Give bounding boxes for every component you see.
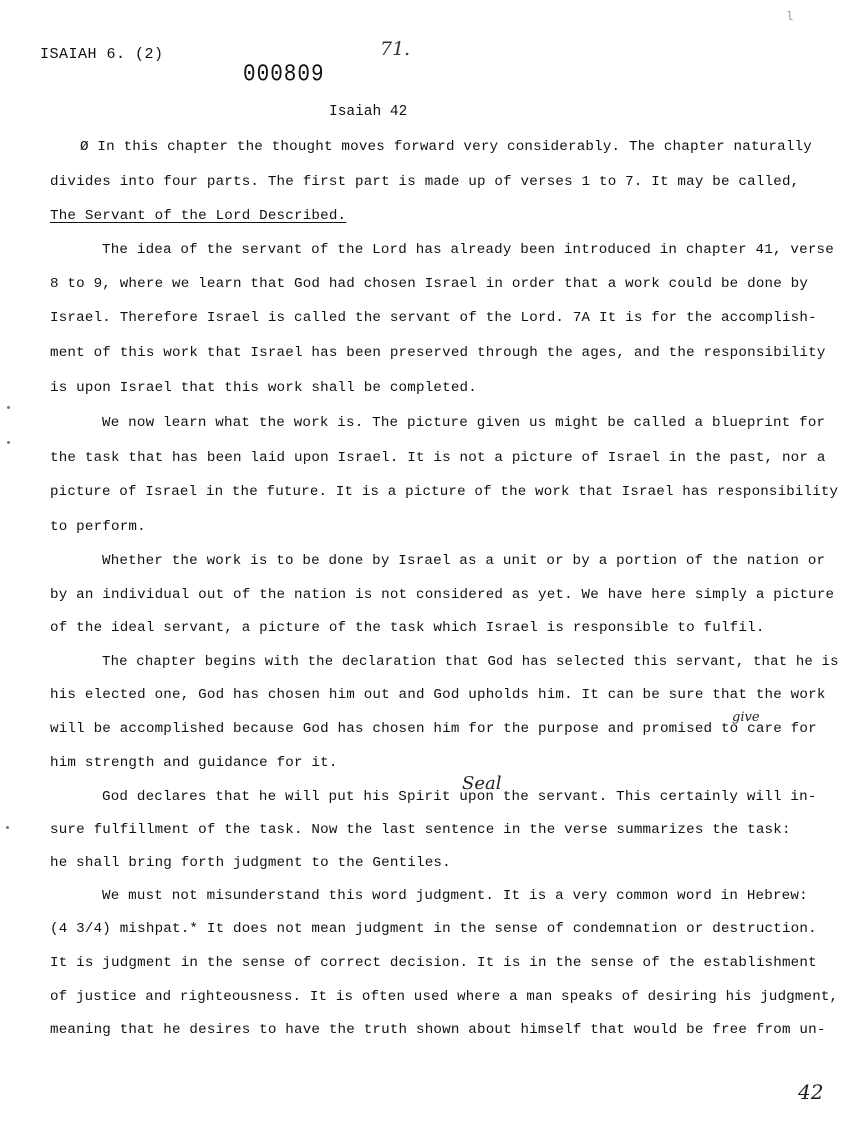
handwritten-page-mark: 71. bbox=[380, 38, 411, 60]
text-line: meaning that he desires to have the truth shown about himself that would be free from un- bbox=[50, 1022, 826, 1038]
text-line: God declares that he will put his Spirit upon the servant. This certainly will in- bbox=[102, 789, 817, 805]
text-line: We must not misunderstand this word judgment. It is a very common word in Hebrew: bbox=[102, 888, 808, 904]
text-line: will be accomplished because God has chosen him for the purpose and promised to care for bbox=[50, 721, 817, 737]
text-line: the task that has been laid upon Israel. It is not a picture of Israel in the past, nor a bbox=[50, 450, 826, 466]
text-line: picture of Israel in the future. It is a picture of the work that Israel has responsibility bbox=[50, 484, 839, 500]
handwritten-insert-seal: Seal bbox=[462, 773, 502, 794]
text-line-underlined: The Servant of the Lord Described. bbox=[50, 208, 347, 224]
handwritten-insert-give: give bbox=[732, 710, 760, 725]
text-line: sure fulfillment of the task. Now the last sentence in the verse summarizes the task: bbox=[50, 822, 791, 838]
text-line: Whether the work is to be done by Israel as a unit or by a portion of the nation or bbox=[102, 553, 826, 569]
text-line: ment of this work that Israel has been preserved through the ages, and the responsibility bbox=[50, 345, 826, 361]
margin-speck bbox=[7, 406, 10, 409]
text-line: Israel. Therefore Israel is called the servant of the Lord. 7A It is for the accomplish- bbox=[50, 310, 817, 326]
text-line: divides into four parts. The first part is made up of verses 1 to 7. It may be called, bbox=[50, 174, 800, 190]
margin-speck bbox=[7, 441, 10, 444]
text-line: him strength and guidance for it. bbox=[50, 755, 338, 771]
text-line: It is judgment in the sense of correct decision. It is in the sense of the establishment bbox=[50, 955, 817, 971]
text-line: of justice and righteousness. It is often used where a man speaks of desiring his judgment, bbox=[50, 989, 839, 1005]
text-line: The idea of the servant of the Lord has already been introduced in chapter 41, verse bbox=[102, 242, 834, 258]
text-line: 8 to 9, where we learn that God had chosen Israel in order that a work could be done by bbox=[50, 276, 809, 292]
margin-speck bbox=[6, 826, 9, 829]
text-line: of the ideal servant, a picture of the task which Israel is responsible to fulfil. bbox=[50, 620, 765, 636]
text-line: by an individual out of the nation is not considered as yet. We have here simply a picture bbox=[50, 587, 835, 603]
text-line: We now learn what the work is. The picture given us might be called a blueprint for bbox=[102, 415, 826, 431]
text-line: (4 3/4) mishpat.* It does not mean judgment in the sense of condemnation or destruction. bbox=[50, 921, 817, 937]
text-line: The chapter begins with the declaration that God has selected this servant, that he is bbox=[102, 654, 839, 670]
corner-mark: l bbox=[786, 10, 794, 24]
document-number-stamp: 000809 bbox=[243, 62, 325, 89]
text-line: to perform. bbox=[50, 519, 146, 535]
text-line: his elected one, God has chosen him out and God upholds him. It can be sure that the work bbox=[50, 687, 826, 703]
text-line: Ø In this chapter the thought moves forward very considerably. The chapter naturally bbox=[80, 139, 812, 155]
page-number: 42 bbox=[798, 1080, 824, 1104]
page-title: Isaiah 42 bbox=[329, 104, 408, 120]
document-reference: ISAIAH 6. (2) bbox=[40, 46, 164, 63]
text-line: is upon Israel that this work shall be completed. bbox=[50, 380, 477, 396]
text-line: he shall bring forth judgment to the Gentiles. bbox=[50, 855, 451, 871]
